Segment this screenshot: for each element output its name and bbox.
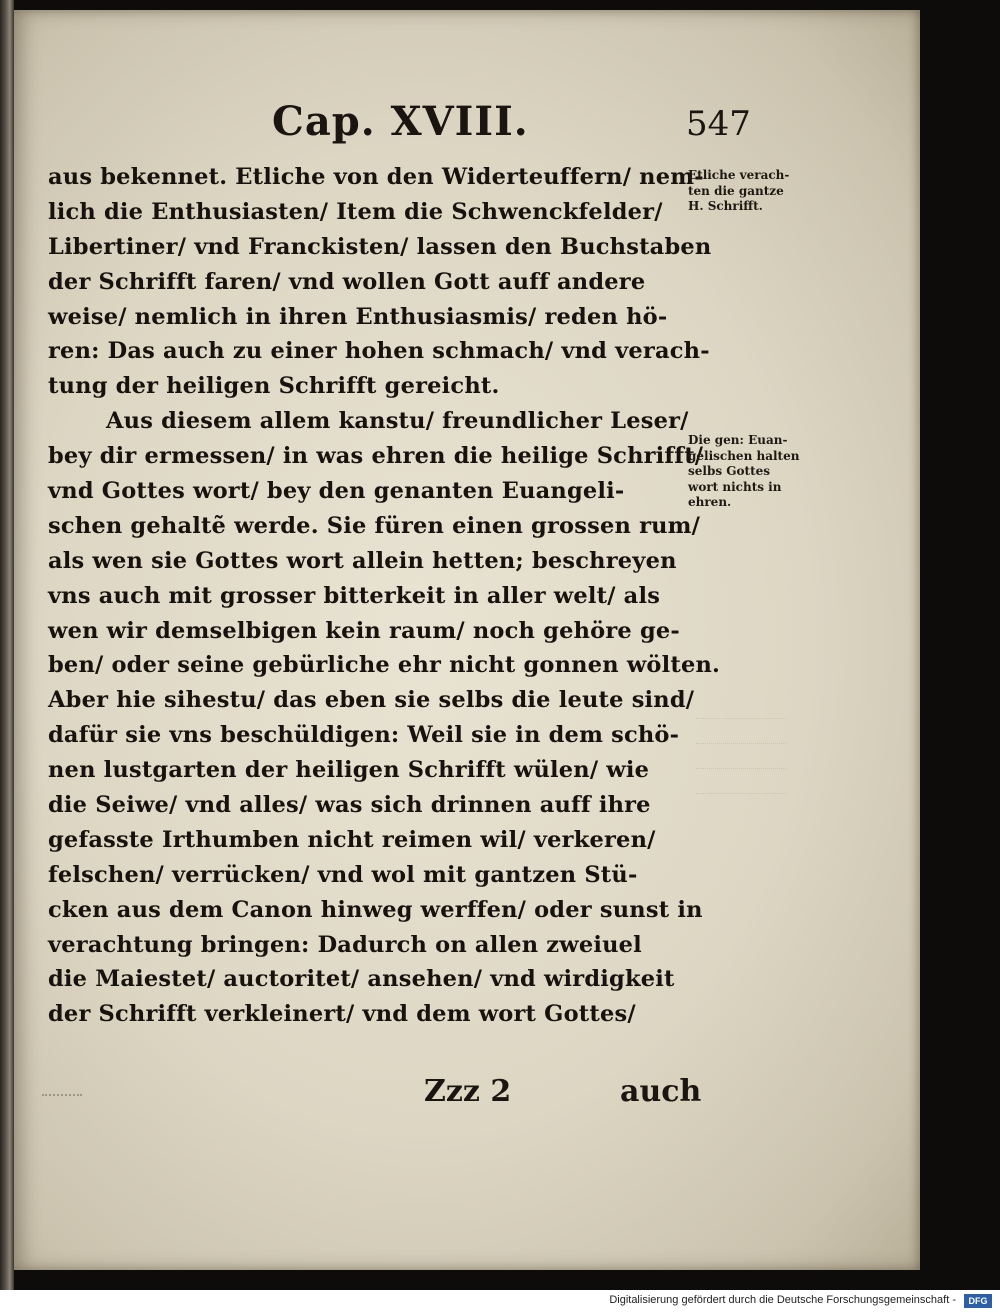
text-line: lich die Enthusiasten/ Item die Schwenckfelder/ — [48, 198, 663, 225]
bleed-through-line — [696, 773, 786, 794]
text-line: felschen/ verrücken/ vnd wol mit gantzen Stü- — [48, 861, 638, 888]
marginal-note-line: gelischen halten — [688, 448, 800, 463]
catchword: auch — [620, 1074, 702, 1109]
text-line: bey dir ermessen/ in was ehren die heilige Schrifft/ — [48, 443, 704, 470]
text-line: tung der heiligen Schrifft gereicht. — [48, 373, 500, 400]
text-line: der Schrifft verkleinert/ vnd dem wort Gottes/ — [48, 1001, 636, 1028]
bleed-through-line — [696, 748, 786, 769]
marginal-note-evangelicals — [688, 433, 818, 511]
text-line: gefasste Irthumben nicht reimen wil/ verkeren/ — [48, 826, 656, 853]
bleed-through-line — [696, 723, 786, 744]
text-line: als wen sie Gottes wort allein hetten; beschreyen — [48, 547, 677, 574]
text-line: ben/ oder seine gebürliche ehr nicht gonnen wölten. — [48, 652, 721, 679]
marginal-note-scripture — [688, 168, 818, 215]
marginal-note-line: ehren. — [688, 495, 732, 509]
text-line: dafür sie vns beschüldigen: Weil sie in dem schö- — [48, 722, 680, 749]
credit-text: Digitalisierung gefördert durch die Deutsche Forschungsgemeinschaft - — [609, 1294, 956, 1306]
page-number: 547 — [686, 104, 751, 144]
marginal-note-line: Etliche verach- — [688, 168, 790, 182]
credit-bar — [0, 1290, 1000, 1313]
marginal-note-line: selbs Gottes — [688, 464, 771, 478]
page-footer — [14, 1074, 920, 1118]
text-line: die Seiwe/ vnd alles/ was sich drinnen auff ihre — [48, 792, 651, 819]
main-text-block — [48, 160, 721, 1032]
text-line: verachtung bringen: Dadurch on allen zweiuel — [48, 931, 642, 958]
text-line: aus bekennet. Etliche von den Widerteuffern/ nem- — [48, 164, 704, 190]
marginal-note-line: ten die gantze — [688, 183, 784, 198]
text-line: die Maiestet/ auctoritet/ ansehen/ vnd wirdigkeit — [48, 966, 675, 993]
text-line: vnd Gottes wort/ bey den genanten Euangeli- — [48, 478, 625, 505]
bleed-through-marks — [696, 698, 806, 798]
text-line: vns auch mit grosser bitterkeit in aller welt/ als — [48, 582, 661, 609]
text-line: cken aus dem Canon hinweg werffen/ oder sunst in — [48, 896, 703, 923]
dfg-logo[interactable]: DFG — [964, 1294, 992, 1308]
paragraph-start-line: Aus diesem allem kanstu/ freundlicher Leser/ — [106, 408, 689, 435]
marginal-note-line: H. Schrifft. — [688, 199, 763, 213]
marginal-note-line: wort nichts in — [688, 479, 782, 494]
book-edge — [0, 0, 14, 1290]
signature-mark: Zzz 2 — [424, 1074, 512, 1109]
chapter-title: Cap. XVIII. — [272, 98, 529, 145]
bleed-through-line — [696, 698, 786, 719]
page-header — [14, 98, 920, 148]
text-line: nen lustgarten der heiligen Schrifft wülen/ wie — [48, 757, 650, 784]
text-line: ren: Das auch zu einer hohen schmach/ vnd verach- — [48, 338, 710, 365]
text-line: schen gehaltẽ werde. Sie füren einen grossen rum/ — [48, 512, 701, 539]
text-line: Aber hie sihestu/ das eben sie selbs die leute sind/ — [48, 687, 695, 714]
text-line: der Schrifft faren/ vnd wollen Gott auff andere — [48, 268, 646, 295]
book-page — [14, 10, 920, 1270]
marginal-note-line: Die gen: Euan- — [688, 433, 788, 447]
text-line: wen wir demselbigen kein raum/ noch gehöre ge- — [48, 617, 680, 644]
text-line: weise/ nemlich in ihren Enthusiasmis/ reden hö- — [48, 303, 668, 330]
text-line: Libertiner/ vnd Franckisten/ lassen den Buchstaben — [48, 233, 712, 260]
